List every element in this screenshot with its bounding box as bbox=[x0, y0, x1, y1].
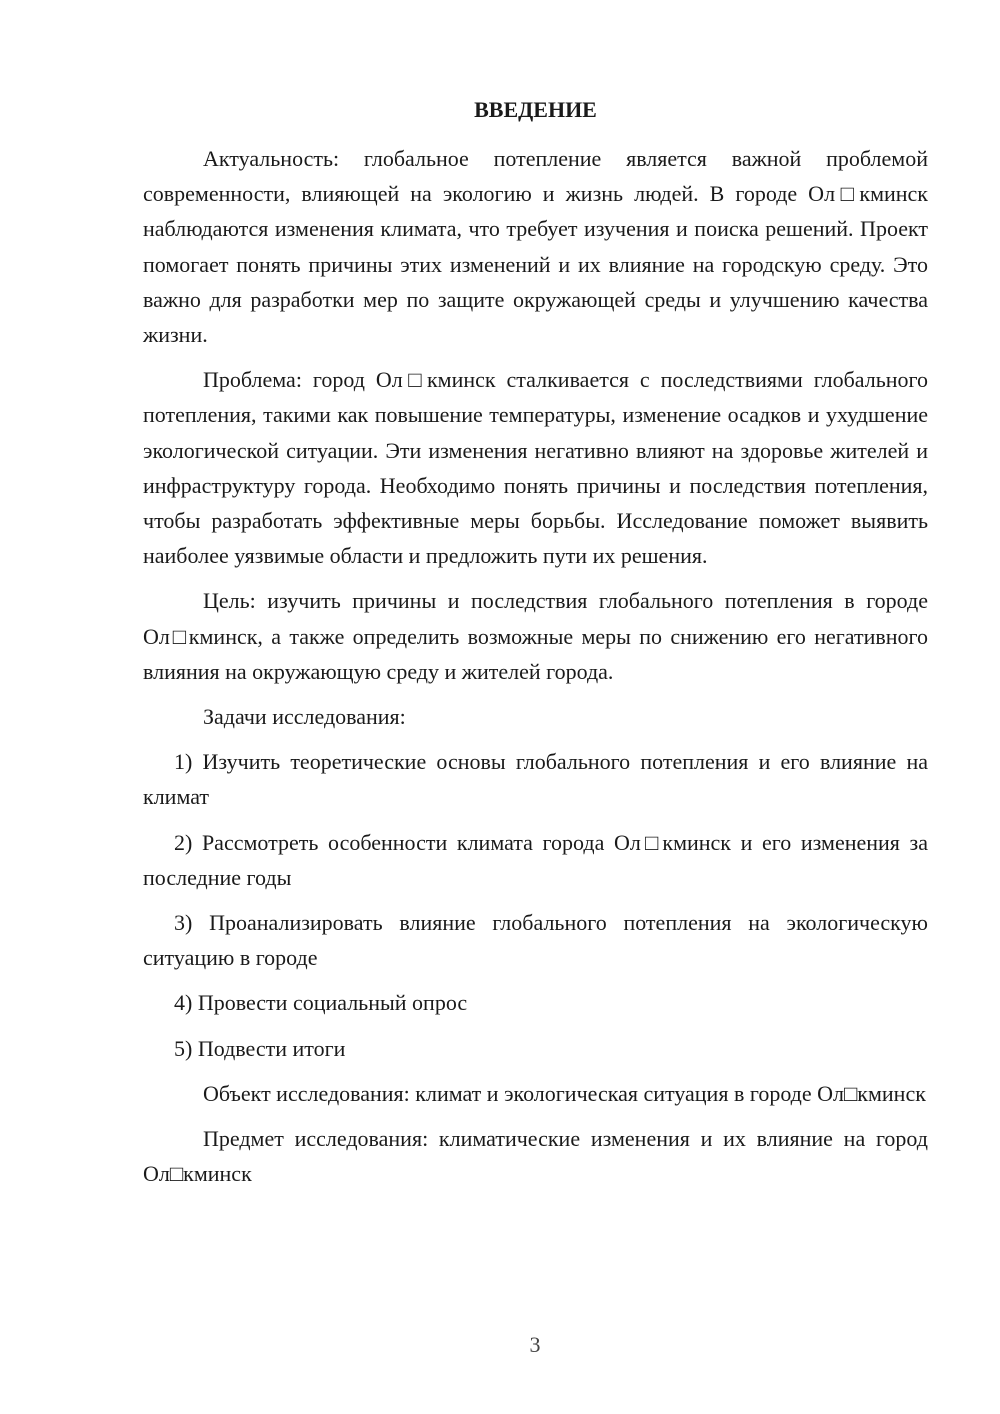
paragraph-goal: Цель: изучить причины и последствия глобального потепления в городе Ол□кминск, а также определить возможные меры по снижению его негативного влияния на окружающую среду и жителей города. bbox=[143, 588, 928, 684]
paragraph-subject: Предмет исследования: климатические изменения и их влияние на город Ол□кминск bbox=[143, 1126, 928, 1187]
paragraph-relevance: Актуальность: глобальное потепление является важной проблемой современности, влияющей на экологию и жизнь людей. В городе Ол□кминск наблюдаются изменения климата, что требует изучения и поиска решений. Проект помогает понять причины этих изменений и их влияние на городскую среду. Это важно для разработки мер по защите окружающей среды и улучшению качества жизни. bbox=[143, 146, 928, 348]
task-item-4: 4) Провести социальный опрос bbox=[174, 990, 468, 1016]
document-body bbox=[143, 92, 928, 1201]
task-item-3: 3) Проанализировать влияние глобального потепления на экологическую ситуацию в городе bbox=[143, 910, 928, 971]
tasks-heading: Задачи исследования: bbox=[203, 704, 406, 730]
paragraph-problem: Проблема: город Ол□кминск сталкивается с последствиями глобального потепления, такими как повышение температуры, изменение осадков и ухудшение экологической ситуации. Эти изменения негативно влияют на здоровье жителей и инфраструктуру города. Необходимо понять причины и последствия потепления, чтобы разработать эффективные меры борьбы. Исследование поможет выявить наиболее уязвимые области и предложить пути их решения. bbox=[143, 367, 928, 569]
page-title: ВВЕДЕНИЕ bbox=[474, 97, 597, 122]
task-item-1: 1) Изучить теоретические основы глобального потепления и его влияние на климат bbox=[143, 749, 928, 810]
paragraph-object: Объект исследования: климат и экологическая ситуация в городе Ол□кминск bbox=[203, 1080, 926, 1106]
page-number: 3 bbox=[529, 1332, 541, 1357]
task-item-5: 5) Подвести итоги bbox=[174, 1035, 346, 1061]
task-item-2: 2) Рассмотреть особенности климата города Ол□кминск и его изменения за последние годы bbox=[143, 829, 928, 890]
